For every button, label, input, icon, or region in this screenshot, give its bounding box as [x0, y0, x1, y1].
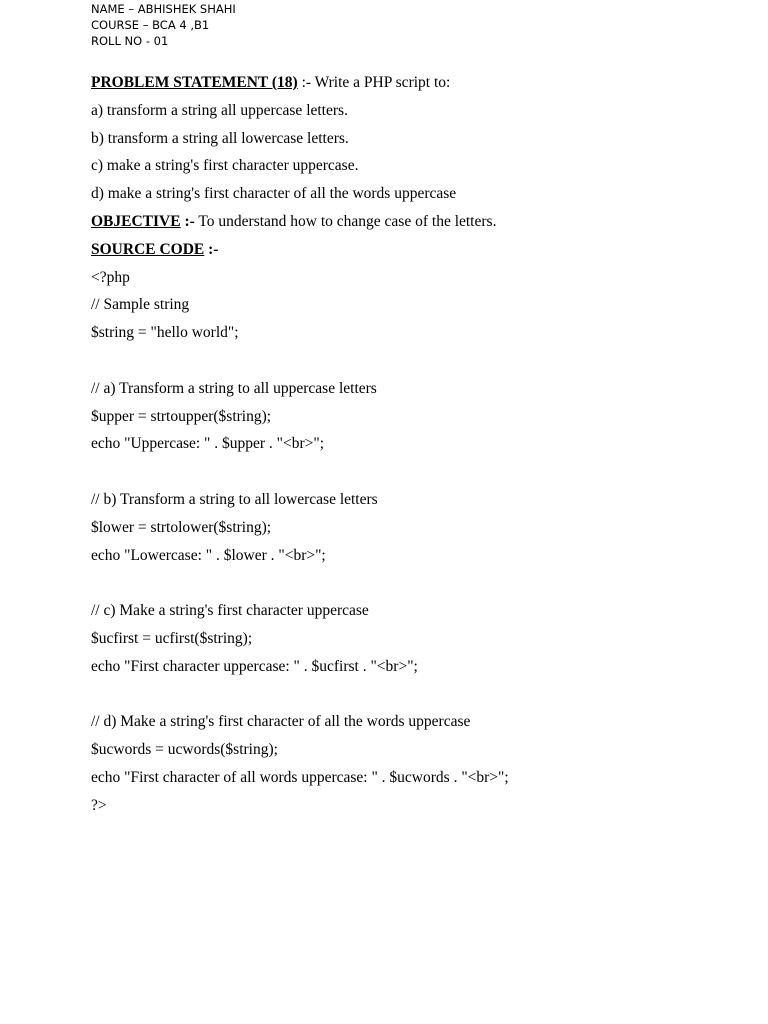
code-line-10: $lower = strtolower($string);	[91, 518, 272, 536]
source-code-heading-line	[91, 239, 751, 267]
problem-statement-heading: PROBLEM STATEMENT (18)	[91, 74, 298, 91]
problem-item-c: c) make a string's first character uppercase.	[91, 157, 359, 175]
code-line-18: $ucwords = ucwords($string);	[91, 741, 278, 759]
code-line-15: echo "First character uppercase: " . $ucfirst . "<br>";	[91, 657, 418, 675]
student-roll-number: ROLL NO - 01	[91, 34, 169, 48]
code-blank-line	[91, 572, 751, 600]
problem-item-a: a) transform a string all uppercase letters.	[91, 101, 348, 119]
code-line-13: // c) Make a string's first character uppercase	[91, 602, 369, 620]
code-line-17: // d) Make a string's first character of all the words uppercase	[91, 713, 471, 731]
objective-text: To understand how to change case of the letters.	[194, 212, 497, 230]
student-header	[91, 1, 236, 49]
code-line-20: ?>	[91, 796, 107, 814]
student-name: NAME – ABHISHEK SHAHI	[91, 2, 236, 16]
objective-line	[91, 211, 751, 239]
code-line-9: // b) Transform a string to all lowercase letters	[91, 490, 378, 508]
problem-item-b: b) transform a string all lowercase letters.	[91, 129, 349, 147]
problem-statement-line	[91, 72, 751, 100]
code-line-7: echo "Uppercase: " . $upper . "<br>";	[91, 435, 325, 453]
code-blank-line	[91, 350, 751, 378]
code-line-2: // Sample string	[91, 296, 190, 314]
code-line-6: $upper = strtoupper($string);	[91, 407, 272, 425]
document-body	[91, 72, 751, 823]
problem-item-d: d) make a string's first character of all the words uppercase	[91, 185, 457, 203]
problem-statement-intro: :- Write a PHP script to:	[297, 74, 451, 91]
student-course: COURSE – BCA 4 ,B1	[91, 18, 210, 32]
code-line-14: $ucfirst = ucfirst($string);	[91, 629, 253, 647]
code-line-19: echo "First character of all words uppercase: " . $ucwords . "<br>";	[91, 768, 509, 786]
source-code-separator: :-	[204, 240, 219, 258]
code-line-5: // a) Transform a string to all uppercase letters	[91, 379, 377, 397]
code-line-1: <?php	[91, 268, 130, 286]
code-line-11: echo "Lowercase: " . $lower . "<br>";	[91, 546, 326, 564]
source-code-heading: SOURCE CODE	[91, 240, 205, 258]
objective-separator: :-	[180, 212, 195, 230]
code-blank-line	[91, 684, 751, 712]
code-blank-line	[91, 461, 751, 489]
objective-heading: OBJECTIVE	[91, 212, 181, 230]
code-line-3: $string = "hello world";	[91, 324, 239, 342]
